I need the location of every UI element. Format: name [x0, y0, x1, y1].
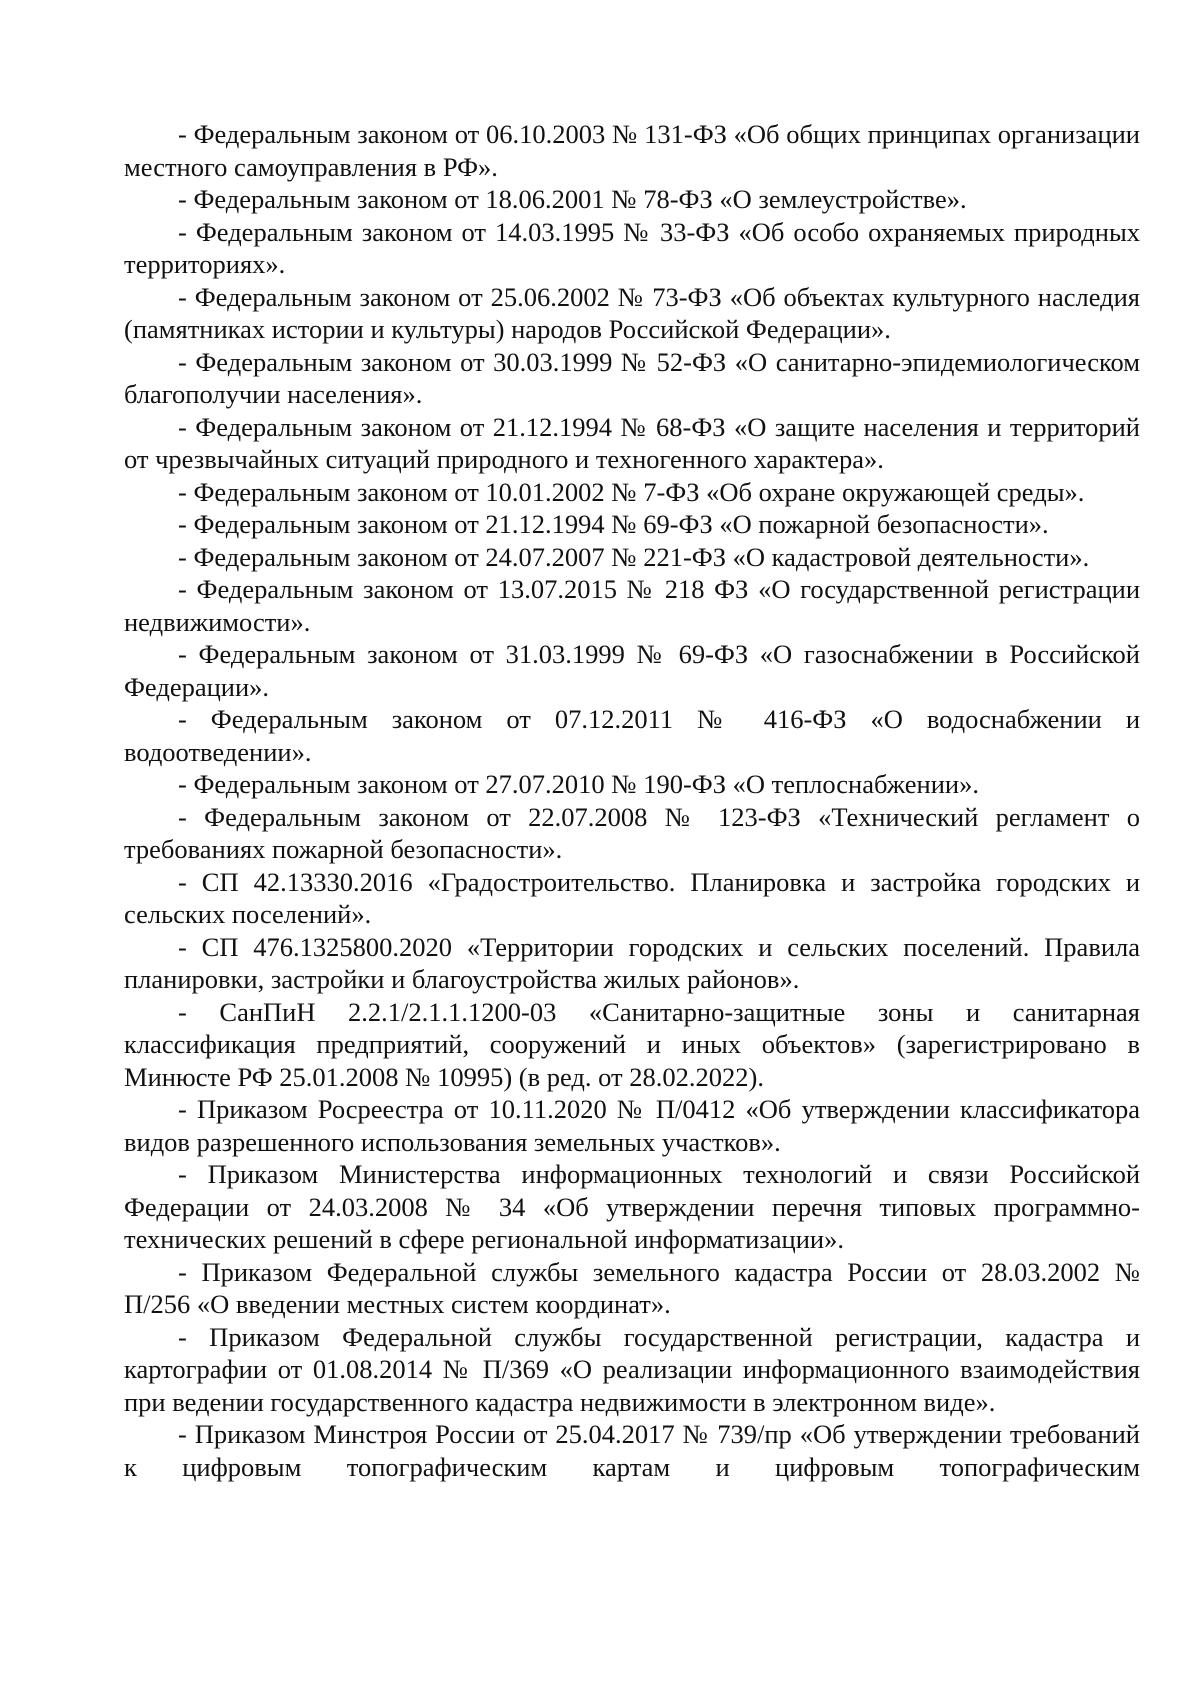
list-item: - Федеральным законом от 18.06.2001 № 78-ФЗ «О землеустройстве».: [178, 184, 967, 214]
list-item: - Федеральным законом от 10.01.2002 № 7-ФЗ «Об охране окружающей среды».: [178, 476, 1085, 507]
list-item: - Федеральным законом от 21.12.1994 № 68-ФЗ «О защите населения и территорий от чрезвычайных ситуаций природного и техногенного характера».: [124, 411, 1140, 474]
list-item: - Федеральным законом от 22.07.2008 № 123-ФЗ «Технический регламент о требованиях пожарной безопасности».: [124, 801, 1140, 864]
list-item: - СанПиН 2.2.1/2.1.1.1200-03 «Санитарно-защитные зоны и санитарная классификация предприятий, сооружений и иных объектов» (зарегистрировано в Минюсте РФ 25.01.2008 № 10995) (в ред. от 28.02.2022).: [124, 996, 1140, 1092]
list-item: - Федеральным законом от 25.06.2002 № 73-ФЗ «Об объектах культурного наследия (памятниках истории и культуры) народов Российской Федерации».: [124, 281, 1140, 344]
document-page: [124, 118, 1140, 1483]
list-item: - Федеральным законом от 06.10.2003 № 131-ФЗ «Об общих принципах организации местного самоуправления в РФ».: [124, 119, 1140, 182]
list-item: - Федеральным законом от 14.03.1995 № 33-ФЗ «Об особо охраняемых природных территориях».: [124, 216, 1140, 279]
list-item: - Приказом Росреестра от 10.11.2020 № П/0412 «Об утверждении классификатора видов разрешенного использования земельных участков».: [124, 1094, 1140, 1157]
list-item: - Федеральным законом от 21.12.1994 № 69-ФЗ «О пожарной безопасности».: [178, 509, 1049, 539]
list-item: - Федеральным законом от 07.12.2011 № 416-ФЗ «О водоснабжении и водоотведении».: [124, 704, 1140, 767]
list-item: - Приказом Министерства информационных технологий и связи Российской Федерации от 24.03.2008 № 34 «Об утверждении перечня типовых программно-технических решений в сфере региональной информатизации».: [124, 1159, 1140, 1254]
list-item: - Федеральным законом от 31.03.1999 № 69-ФЗ «О газоснабжении в Российской Федерации».: [124, 639, 1140, 702]
list-item: - Федеральным законом от 24.07.2007 № 221-ФЗ «О кадастровой деятельности».: [178, 541, 1090, 572]
list-item: - СП 42.13330.2016 «Градостроительство. Планировка и застройка городских и сельских поселений».: [124, 866, 1140, 929]
list-item: - СП 476.1325800.2020 «Территории городских и сельских поселений. Правила планировки, застройки и благоустройства жилых районов».: [124, 931, 1140, 994]
list-item: - Федеральным законом от 13.07.2015 № 218 ФЗ «О государственной регистрации недвижимости».: [124, 574, 1140, 637]
list-item: - Федеральным законом от 27.07.2010 № 190-ФЗ «О теплоснабжении».: [178, 769, 979, 799]
list-item: - Приказом Федеральной службы государственной регистрации, кадастра и картографии от 01.08.2014 № П/369 «О реализации информационного взаимодействия при ведении государственного кадастра недвижимости в электронном виде».: [124, 1321, 1140, 1417]
list-item: - Приказом Минстроя России от 25.04.2017 № 739/пр «Об утверждении требований к цифровым топографическим картам и цифровым топографическим: [124, 1419, 1140, 1482]
list-item: - Приказом Федеральной службы земельного кадастра России от 28.03.2002 № П/256 «О введении местных систем координат».: [124, 1256, 1140, 1319]
list-item: - Федеральным законом от 30.03.1999 № 52-ФЗ «О санитарно-эпидемиологическом благополучии населения».: [124, 346, 1140, 409]
